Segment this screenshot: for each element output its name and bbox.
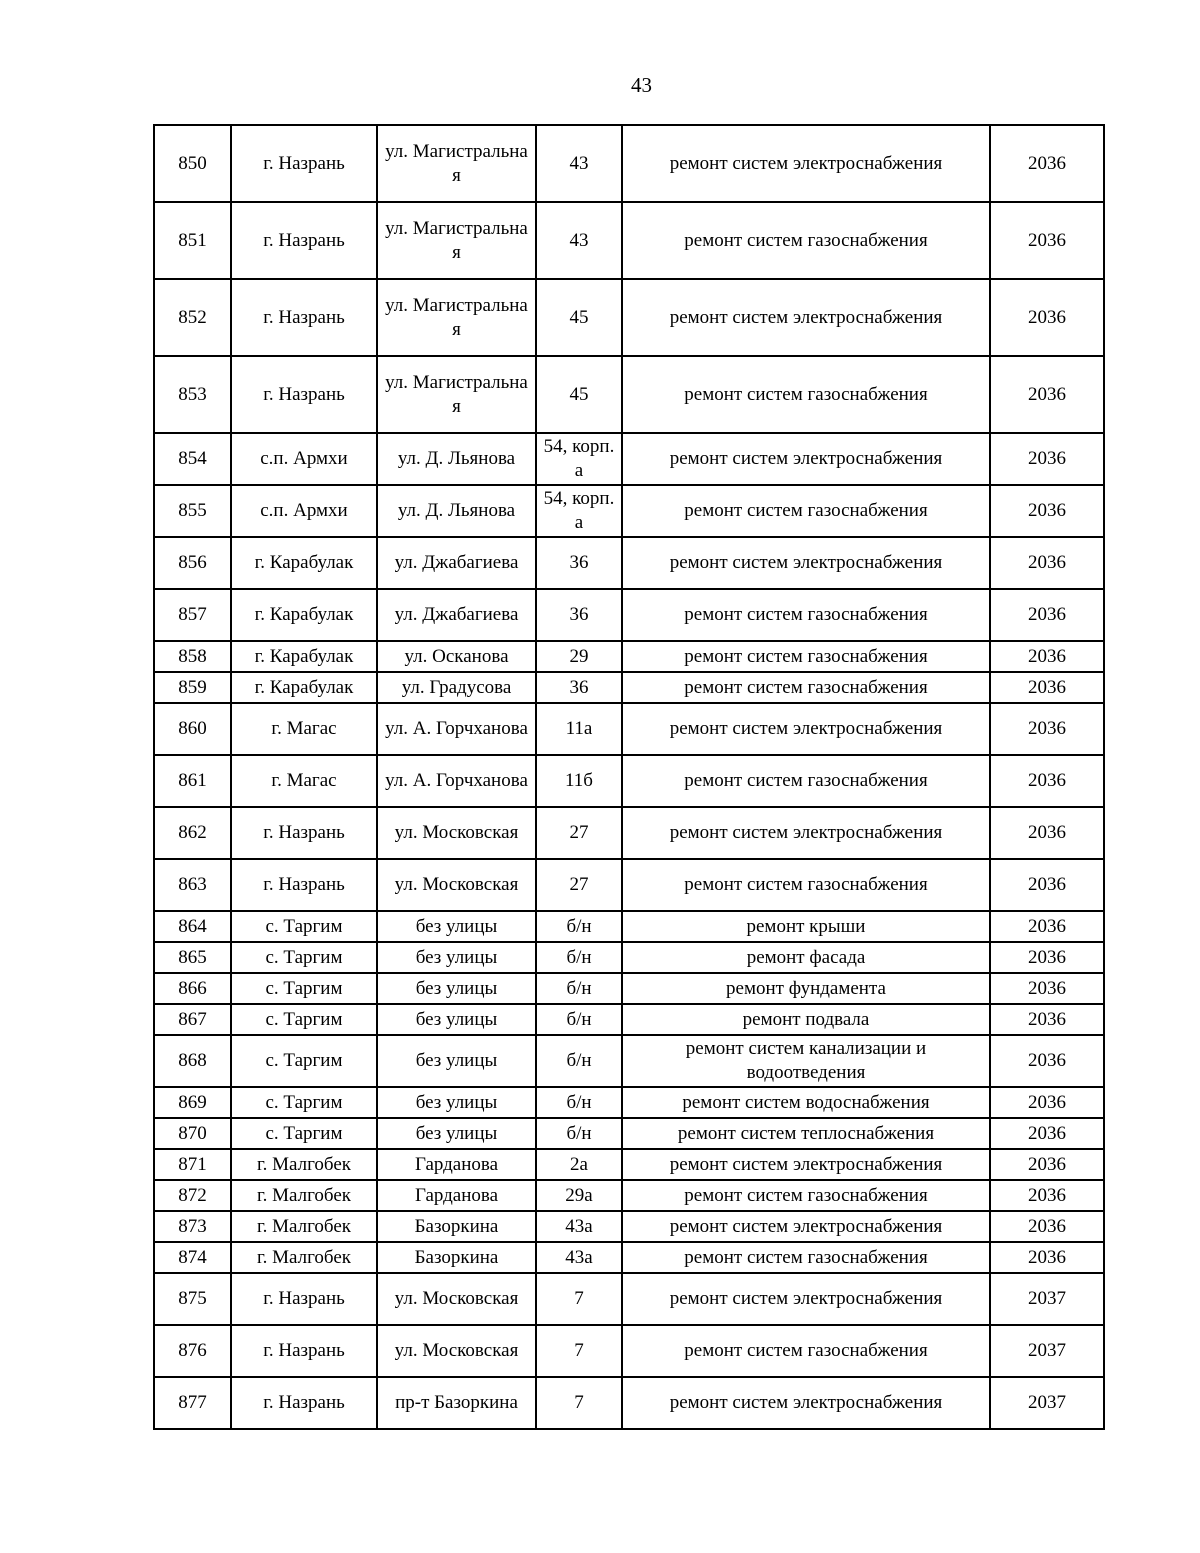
row-number-cell: 858 — [154, 641, 231, 672]
table-row — [154, 973, 1104, 1004]
house-number-cell: 45 — [536, 356, 622, 433]
year-cell: 2036 — [990, 973, 1104, 1004]
house-number-cell: 43 — [536, 125, 622, 202]
row-number-cell: 870 — [154, 1118, 231, 1149]
house-number-cell: 36 — [536, 589, 622, 641]
year-cell: 2036 — [990, 433, 1104, 485]
house-number-cell: 27 — [536, 859, 622, 911]
row-number-cell: 862 — [154, 807, 231, 859]
locality-cell: с. Таргим — [231, 911, 377, 942]
table-row — [154, 1149, 1104, 1180]
work-type-cell: ремонт крыши — [622, 911, 990, 942]
table-row — [154, 672, 1104, 703]
table-row — [154, 537, 1104, 589]
year-cell: 2036 — [990, 279, 1104, 356]
street-cell: ул. Д. Льянова — [377, 433, 536, 485]
year-cell: 2036 — [990, 1087, 1104, 1118]
locality-cell: с. Таргим — [231, 1035, 377, 1087]
street-cell: Базоркина — [377, 1242, 536, 1273]
table-row — [154, 1377, 1104, 1429]
street-cell: ул. А. Горчханова — [377, 755, 536, 807]
year-cell: 2036 — [990, 1035, 1104, 1087]
street-cell: без улицы — [377, 1035, 536, 1087]
street-cell: ул. Магистральна я — [377, 202, 536, 279]
year-cell: 2036 — [990, 1118, 1104, 1149]
work-type-cell: ремонт подвала — [622, 1004, 990, 1035]
locality-cell: г. Малгобек — [231, 1242, 377, 1273]
row-number-cell: 875 — [154, 1273, 231, 1325]
house-number-cell: б/н — [536, 942, 622, 973]
locality-cell: г. Малгобек — [231, 1149, 377, 1180]
locality-cell: г. Назрань — [231, 279, 377, 356]
year-cell: 2037 — [990, 1273, 1104, 1325]
table-row — [154, 755, 1104, 807]
row-number-cell: 855 — [154, 485, 231, 537]
row-number-cell: 850 — [154, 125, 231, 202]
row-number-cell: 853 — [154, 356, 231, 433]
locality-cell: с.п. Армхи — [231, 433, 377, 485]
work-type-cell: ремонт фасада — [622, 942, 990, 973]
table-row — [154, 1273, 1104, 1325]
table-row — [154, 1118, 1104, 1149]
year-cell: 2036 — [990, 485, 1104, 537]
locality-cell: г. Назрань — [231, 202, 377, 279]
table-row — [154, 125, 1104, 202]
work-type-cell: ремонт систем электроснабжения — [622, 1273, 990, 1325]
year-cell: 2036 — [990, 755, 1104, 807]
table-row — [154, 942, 1104, 973]
year-cell: 2036 — [990, 807, 1104, 859]
year-cell: 2037 — [990, 1325, 1104, 1377]
locality-cell: г. Карабулак — [231, 537, 377, 589]
row-number-cell: 866 — [154, 973, 231, 1004]
locality-cell: г. Магас — [231, 703, 377, 755]
table-row — [154, 1242, 1104, 1273]
street-cell: Базоркина — [377, 1211, 536, 1242]
street-cell: без улицы — [377, 973, 536, 1004]
work-type-cell: ремонт систем газоснабжения — [622, 589, 990, 641]
table-body — [154, 125, 1104, 1429]
locality-cell: г. Карабулак — [231, 641, 377, 672]
street-cell: ул. А. Горчханова — [377, 703, 536, 755]
work-type-cell: ремонт систем газоснабжения — [622, 1325, 990, 1377]
work-type-cell: ремонт систем газоснабжения — [622, 641, 990, 672]
locality-cell: с. Таргим — [231, 942, 377, 973]
house-number-cell: 45 — [536, 279, 622, 356]
street-cell: ул. Московская — [377, 859, 536, 911]
year-cell: 2036 — [990, 911, 1104, 942]
work-type-cell: ремонт систем газоснабжения — [622, 1180, 990, 1211]
house-number-cell: 36 — [536, 672, 622, 703]
locality-cell: г. Назрань — [231, 807, 377, 859]
year-cell: 2036 — [990, 202, 1104, 279]
house-number-cell: 11а — [536, 703, 622, 755]
locality-cell: с.п. Армхи — [231, 485, 377, 537]
row-number-cell: 864 — [154, 911, 231, 942]
table-row — [154, 703, 1104, 755]
street-cell: ул. Московская — [377, 807, 536, 859]
locality-cell: г. Назрань — [231, 1377, 377, 1429]
street-cell: ул. Градусова — [377, 672, 536, 703]
work-type-cell: ремонт систем электроснабжения — [622, 433, 990, 485]
locality-cell: г. Назрань — [231, 356, 377, 433]
row-number-cell: 877 — [154, 1377, 231, 1429]
work-type-cell: ремонт систем газоснабжения — [622, 672, 990, 703]
street-cell: без улицы — [377, 1087, 536, 1118]
work-type-cell: ремонт систем газоснабжения — [622, 485, 990, 537]
locality-cell: г. Магас — [231, 755, 377, 807]
row-number-cell: 872 — [154, 1180, 231, 1211]
locality-cell: с. Таргим — [231, 973, 377, 1004]
locality-cell: с. Таргим — [231, 1004, 377, 1035]
year-cell: 2036 — [990, 672, 1104, 703]
row-number-cell: 876 — [154, 1325, 231, 1377]
house-number-cell: 29а — [536, 1180, 622, 1211]
row-number-cell: 851 — [154, 202, 231, 279]
street-cell: пр-т Базоркина — [377, 1377, 536, 1429]
row-number-cell: 863 — [154, 859, 231, 911]
table-row — [154, 485, 1104, 537]
work-type-cell: ремонт систем электроснабжения — [622, 1377, 990, 1429]
work-type-cell: ремонт систем электроснабжения — [622, 125, 990, 202]
year-cell: 2036 — [990, 859, 1104, 911]
table-row — [154, 1325, 1104, 1377]
work-type-cell: ремонт систем газоснабжения — [622, 1242, 990, 1273]
street-cell: без улицы — [377, 911, 536, 942]
work-type-cell: ремонт систем газоснабжения — [622, 859, 990, 911]
street-cell: без улицы — [377, 1004, 536, 1035]
locality-cell: г. Карабулак — [231, 589, 377, 641]
locality-cell: с. Таргим — [231, 1087, 377, 1118]
year-cell: 2036 — [990, 1004, 1104, 1035]
table-row — [154, 433, 1104, 485]
table-row — [154, 1035, 1104, 1087]
work-type-cell: ремонт систем электроснабжения — [622, 279, 990, 356]
work-type-cell: ремонт систем газоснабжения — [622, 356, 990, 433]
work-type-cell: ремонт систем электроснабжения — [622, 1211, 990, 1242]
table-row — [154, 1004, 1104, 1035]
house-number-cell: 29 — [536, 641, 622, 672]
street-cell: ул. Осканова — [377, 641, 536, 672]
page-number: 43 — [631, 73, 652, 97]
table-row — [154, 641, 1104, 672]
house-number-cell: 43 — [536, 202, 622, 279]
year-cell: 2036 — [990, 589, 1104, 641]
house-number-cell: 36 — [536, 537, 622, 589]
row-number-cell: 859 — [154, 672, 231, 703]
work-type-cell: ремонт систем водоснабжения — [622, 1087, 990, 1118]
row-number-cell: 857 — [154, 589, 231, 641]
table-row — [154, 911, 1104, 942]
street-cell: ул. Московская — [377, 1325, 536, 1377]
year-cell: 2036 — [990, 1242, 1104, 1273]
work-type-cell: ремонт систем канализации и водоотведения — [622, 1035, 990, 1087]
year-cell: 2036 — [990, 703, 1104, 755]
locality-cell: г. Назрань — [231, 125, 377, 202]
locality-cell: г. Назрань — [231, 1325, 377, 1377]
work-type-cell: ремонт систем теплоснабжения — [622, 1118, 990, 1149]
house-number-cell: 54, корп. а — [536, 433, 622, 485]
locality-cell: г. Малгобек — [231, 1211, 377, 1242]
row-number-cell: 869 — [154, 1087, 231, 1118]
work-type-cell: ремонт систем газоснабжения — [622, 202, 990, 279]
locality-cell: г. Карабулак — [231, 672, 377, 703]
table-row — [154, 1087, 1104, 1118]
year-cell: 2036 — [990, 641, 1104, 672]
table-row — [154, 202, 1104, 279]
house-number-cell: 27 — [536, 807, 622, 859]
year-cell: 2036 — [990, 942, 1104, 973]
row-number-cell: 861 — [154, 755, 231, 807]
house-number-cell: 43а — [536, 1242, 622, 1273]
work-type-cell: ремонт систем электроснабжения — [622, 807, 990, 859]
house-number-cell: б/н — [536, 1087, 622, 1118]
repair-schedule-table — [153, 124, 1105, 1430]
work-type-cell: ремонт систем газоснабжения — [622, 755, 990, 807]
house-number-cell: 7 — [536, 1273, 622, 1325]
house-number-cell: б/н — [536, 973, 622, 1004]
house-number-cell: 54, корп. а — [536, 485, 622, 537]
year-cell: 2036 — [990, 1149, 1104, 1180]
street-cell: ул. Д. Льянова — [377, 485, 536, 537]
house-number-cell: 11б — [536, 755, 622, 807]
house-number-cell: 2а — [536, 1149, 622, 1180]
table-row — [154, 1180, 1104, 1211]
year-cell: 2036 — [990, 537, 1104, 589]
table-row — [154, 356, 1104, 433]
house-number-cell: 43а — [536, 1211, 622, 1242]
year-cell: 2036 — [990, 1180, 1104, 1211]
row-number-cell: 873 — [154, 1211, 231, 1242]
street-cell: ул. Московская — [377, 1273, 536, 1325]
row-number-cell: 867 — [154, 1004, 231, 1035]
row-number-cell: 854 — [154, 433, 231, 485]
street-cell: ул. Джабагиева — [377, 537, 536, 589]
street-cell: ул. Магистральна я — [377, 356, 536, 433]
street-cell: без улицы — [377, 1118, 536, 1149]
table-row — [154, 1211, 1104, 1242]
row-number-cell: 852 — [154, 279, 231, 356]
locality-cell: г. Малгобек — [231, 1180, 377, 1211]
street-cell: ул. Магистральна я — [377, 279, 536, 356]
year-cell: 2036 — [990, 125, 1104, 202]
house-number-cell: б/н — [536, 1118, 622, 1149]
house-number-cell: 7 — [536, 1377, 622, 1429]
locality-cell: г. Назрань — [231, 1273, 377, 1325]
year-cell: 2036 — [990, 356, 1104, 433]
house-number-cell: б/н — [536, 1035, 622, 1087]
street-cell: без улицы — [377, 942, 536, 973]
work-type-cell: ремонт фундамента — [622, 973, 990, 1004]
work-type-cell: ремонт систем электроснабжения — [622, 537, 990, 589]
house-number-cell: б/н — [536, 911, 622, 942]
street-cell: ул. Джабагиева — [377, 589, 536, 641]
work-type-cell: ремонт систем электроснабжения — [622, 1149, 990, 1180]
row-number-cell: 865 — [154, 942, 231, 973]
street-cell: Гарданова — [377, 1149, 536, 1180]
row-number-cell: 874 — [154, 1242, 231, 1273]
table-row — [154, 859, 1104, 911]
table-row — [154, 279, 1104, 356]
row-number-cell: 860 — [154, 703, 231, 755]
street-cell: Гарданова — [377, 1180, 536, 1211]
locality-cell: г. Назрань — [231, 859, 377, 911]
row-number-cell: 868 — [154, 1035, 231, 1087]
year-cell: 2037 — [990, 1377, 1104, 1429]
year-cell: 2036 — [990, 1211, 1104, 1242]
locality-cell: с. Таргим — [231, 1118, 377, 1149]
row-number-cell: 871 — [154, 1149, 231, 1180]
house-number-cell: 7 — [536, 1325, 622, 1377]
table-row — [154, 589, 1104, 641]
street-cell: ул. Магистральна я — [377, 125, 536, 202]
table-row — [154, 807, 1104, 859]
row-number-cell: 856 — [154, 537, 231, 589]
house-number-cell: б/н — [536, 1004, 622, 1035]
work-type-cell: ремонт систем электроснабжения — [622, 703, 990, 755]
